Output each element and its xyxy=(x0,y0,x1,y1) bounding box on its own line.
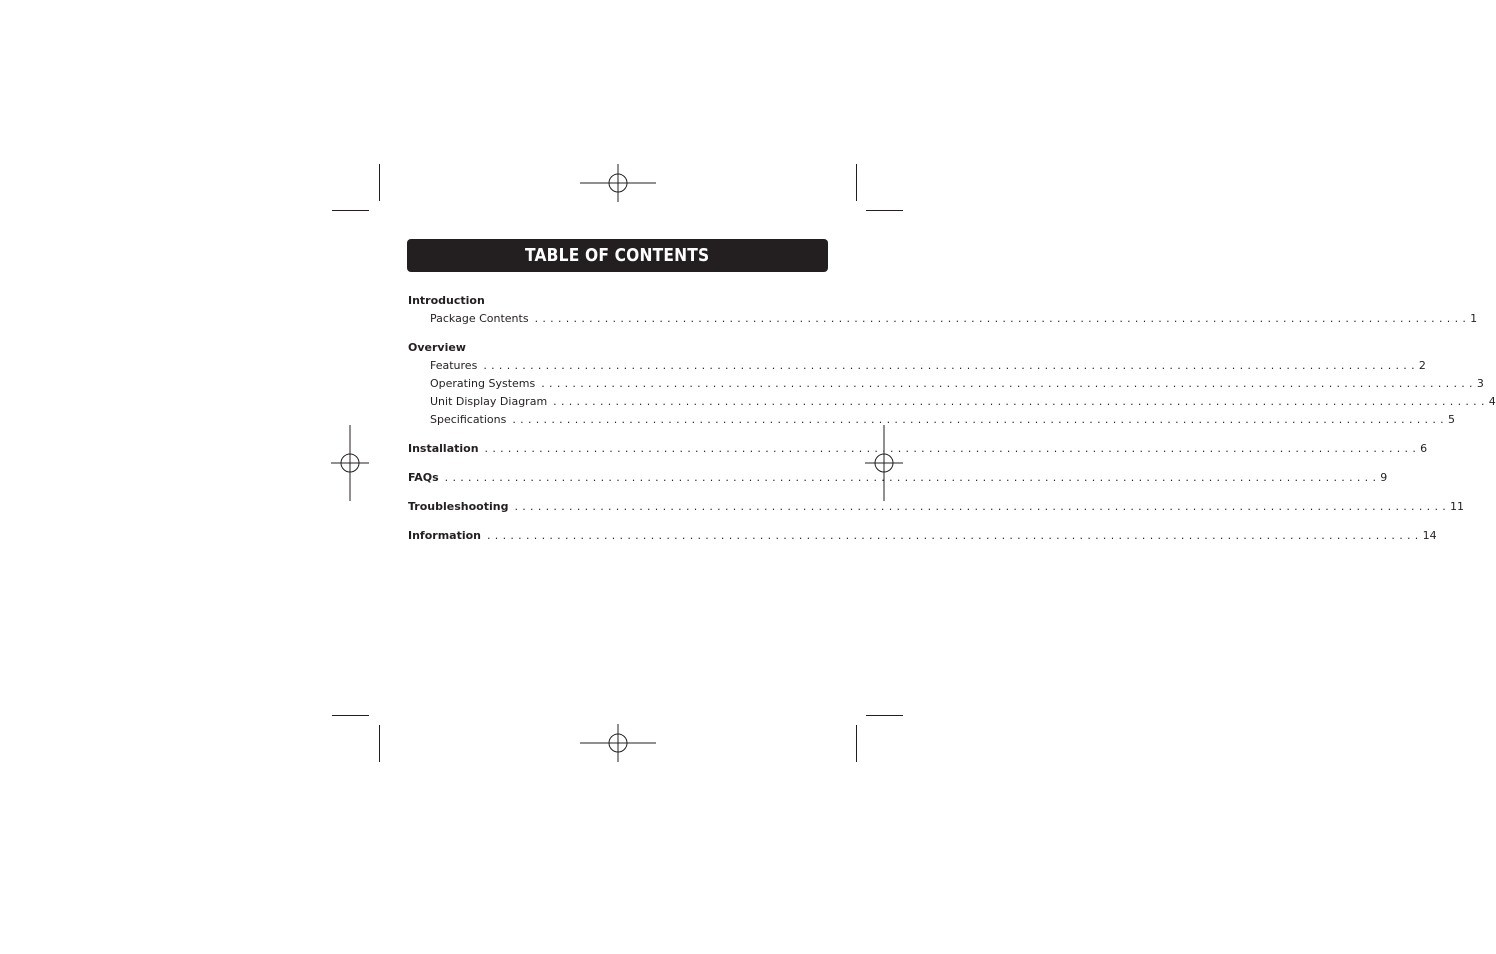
crop-mark-top-left-vertical xyxy=(379,164,380,201)
toc-entry-specifications[interactable] xyxy=(408,411,1455,429)
toc-page-number: 11 xyxy=(1450,500,1465,513)
toc-page-number: 14 xyxy=(1422,529,1437,542)
toc-entry-label: Features xyxy=(430,359,478,372)
crop-mark-bottom-left-horizontal xyxy=(332,715,369,716)
toc-entry-package-contents[interactable] xyxy=(408,310,1478,328)
toc-entry-label: Unit Display Diagram xyxy=(430,395,548,408)
toc-page-number: 1 xyxy=(1470,312,1478,325)
dot-leader: ........................................................................................................................ xyxy=(534,312,1471,325)
toc-page-number: 6 xyxy=(1420,442,1428,455)
dot-leader: ........................................................................................................................ xyxy=(487,529,1423,542)
dot-leader: ........................................................................................................................ xyxy=(512,413,1448,426)
toc-entry-features[interactable] xyxy=(408,357,1426,375)
toc-entry-troubleshooting[interactable] xyxy=(408,498,1465,516)
dot-leader: ........................................................................................................................ xyxy=(484,442,1421,455)
crop-mark-bottom-left-vertical xyxy=(379,725,380,762)
dot-leader: ........................................................................................................................ xyxy=(514,500,1451,513)
dot-leader: ........................................................................................................................ xyxy=(483,359,1419,372)
page-title: TABLE OF CONTENTS xyxy=(525,245,710,266)
toc-entry-label: FAQs xyxy=(408,471,439,484)
toc-page-number: 2 xyxy=(1418,359,1426,372)
toc-heading-overview[interactable] xyxy=(408,339,823,357)
toc-entry-label: Package Contents xyxy=(430,312,529,325)
toc-page-number: 3 xyxy=(1476,377,1484,390)
toc-entry-label: Introduction xyxy=(408,294,485,307)
crop-mark-top-right-horizontal xyxy=(866,210,903,211)
dot-leader: ........................................................................................................................ xyxy=(541,377,1477,390)
toc-heading-introduction[interactable] xyxy=(408,292,823,310)
toc-page-number: 5 xyxy=(1447,413,1455,426)
toc-entry-faqs[interactable] xyxy=(408,469,1388,487)
toc-entry-label: Installation xyxy=(408,442,479,455)
table-of-contents xyxy=(408,292,1496,545)
toc-entry-installation[interactable] xyxy=(408,440,1428,458)
title-bar xyxy=(407,239,828,272)
crop-mark-bottom-right-vertical xyxy=(856,725,857,762)
registration-mark-left-icon xyxy=(331,425,407,501)
toc-entry-label: Information xyxy=(408,529,481,542)
toc-page-number: 9 xyxy=(1380,471,1388,484)
toc-entry-operating-systems[interactable] xyxy=(408,375,1484,393)
toc-entry-label: Troubleshooting xyxy=(408,500,509,513)
crop-mark-top-right-vertical xyxy=(856,164,857,201)
toc-entry-information[interactable] xyxy=(408,527,1437,545)
toc-entry-label: Operating Systems xyxy=(430,377,536,390)
crop-mark-bottom-right-horizontal xyxy=(866,715,903,716)
dot-leader: ........................................................................................................................ xyxy=(444,471,1381,484)
toc-entry-label: Overview xyxy=(408,341,466,354)
toc-entry-unit-display-diagram[interactable] xyxy=(408,393,1496,411)
dot-leader: ........................................................................................................................ xyxy=(553,395,1489,408)
crop-mark-top-left-horizontal xyxy=(332,210,369,211)
registration-mark-bottom-icon xyxy=(580,705,656,781)
registration-mark-right-icon xyxy=(865,425,941,501)
toc-entry-label: Specifications xyxy=(430,413,507,426)
registration-mark-top-icon xyxy=(580,145,656,221)
toc-page-number: 4 xyxy=(1488,395,1496,408)
